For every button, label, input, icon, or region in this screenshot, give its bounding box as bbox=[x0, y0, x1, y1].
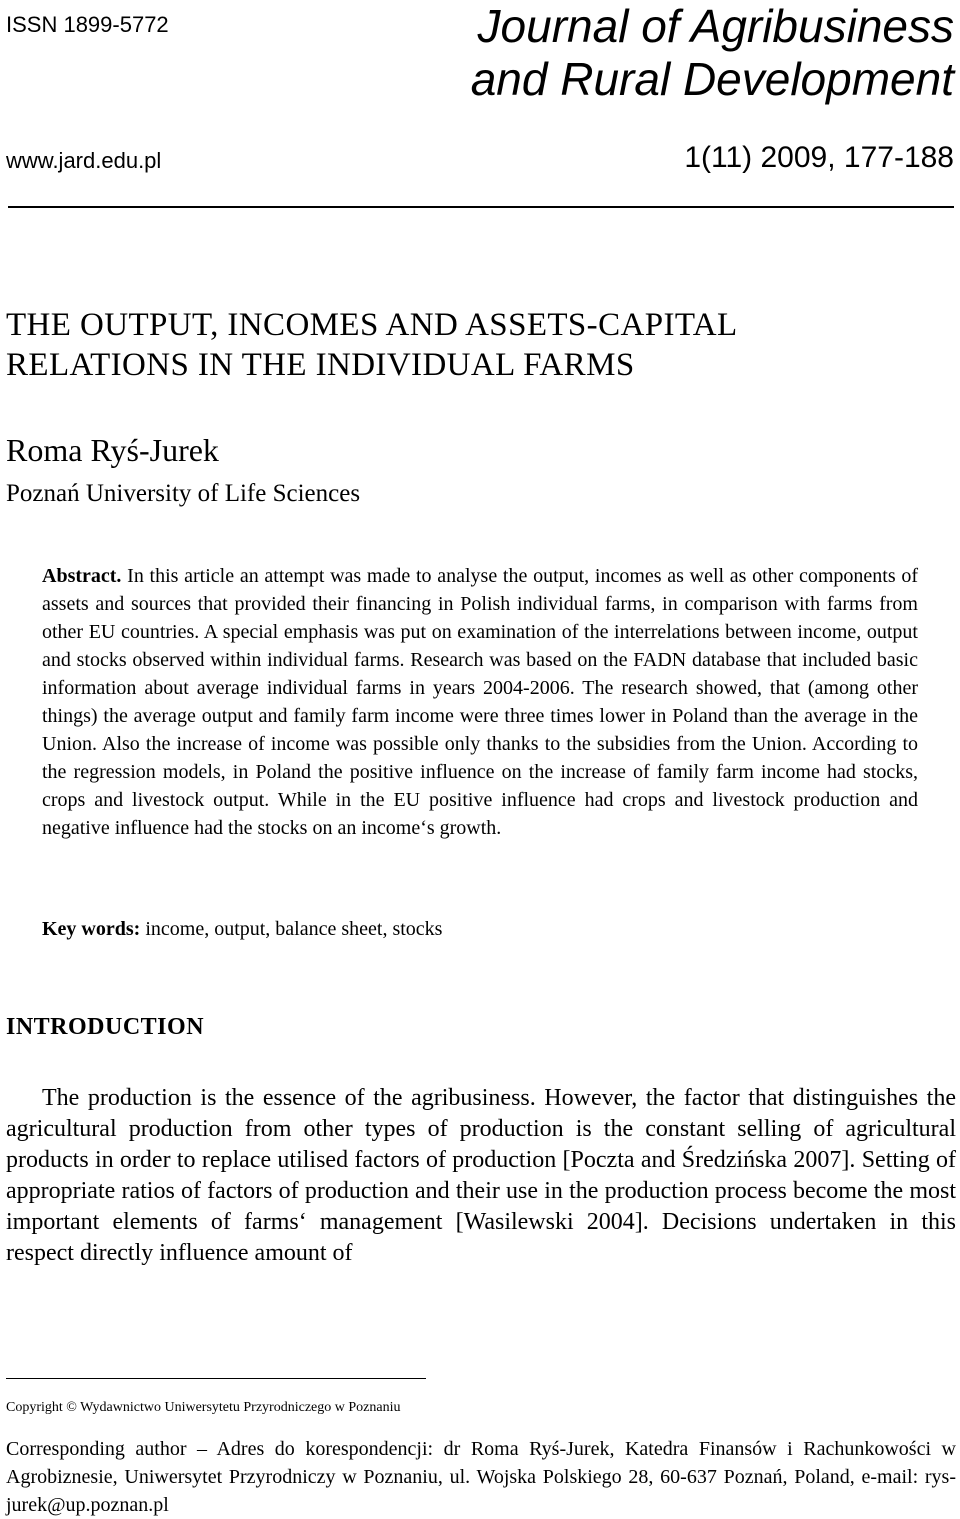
author-affiliation: Poznań University of Life Sciences bbox=[6, 480, 361, 507]
abstract-label: Abstract. bbox=[42, 565, 122, 587]
introduction-text: The production is the essence of the agribusiness. However, the factor that distinguishes the agricultural production from other types of production is the constant selling of agricultural products in order to replace utilised factors of production [Poczta and Średzińska 2007]. Setting of appropriate ratios of factors of production and their use in the production process become the most important elements of farms‘ management [Wasilewski 2004]. Decisions undertaken in this respect directly influence amount of bbox=[6, 1085, 956, 1266]
header-divider bbox=[8, 206, 954, 208]
article-title-line-2: RELATIONS IN THE INDIVIDUAL FARMS bbox=[6, 347, 635, 383]
article-title bbox=[6, 305, 738, 385]
journal-website-link[interactable]: www.jard.edu.pl bbox=[6, 148, 162, 173]
introduction-heading: INTRODUCTION bbox=[6, 1014, 205, 1040]
issn-label: ISSN 1899-5772 bbox=[6, 12, 169, 37]
keywords-text: income, output, balance sheet, stocks bbox=[140, 918, 443, 940]
copyright-notice: Copyright © Wydawnictwo Uniwersytetu Przyrodniczego w Poznaniu bbox=[6, 1400, 401, 1415]
abstract bbox=[42, 562, 918, 842]
journal-title bbox=[471, 0, 954, 106]
abstract-text: In this article an attempt was made to analyse the output, incomes as well as other components of assets and sources that provided their financing in Polish individual farms, in comparison with farms from other EU countries. A special emphasis was put on examination of the interrelations between income, output and stocks observed within individual farms. Research was based on the FADN database that included basic information about average individual farms in years 2004-2006. The research showed, that (among other things) the average output and family farm income were three times lower in Poland than the average in the Union. Also the increase of income was possible only thanks to the subsidies from the Union. According to the regression models, in Poland the positive influence on the increase of family farm income had stocks, crops and livestock output. While in the EU positive influence had crops and livestock production and negative influence had the stocks on an income‘s growth. bbox=[42, 565, 918, 839]
keywords-label: Key words: bbox=[42, 918, 141, 940]
keywords bbox=[42, 918, 442, 941]
article-title-line-1: THE OUTPUT, INCOMES AND ASSETS-CAPITAL bbox=[6, 307, 738, 343]
journal-title-line-2: and Rural Development bbox=[470, 53, 954, 105]
author-name: Roma Ryś-Jurek bbox=[6, 432, 219, 468]
corresponding-author-note: Corresponding author – Adres do korespondencji: dr Roma Ryś-Jurek, Katedra Finansów i Rachunkowości w Agrobiznesie, Uniwersytet Przyrodniczy w Poznaniu, ul. Wojska Polskiego 28, 60-637 Poznań, Poland, e-mail: rys-jurek@up.poznan.pl bbox=[6, 1438, 956, 1516]
footnote-divider bbox=[6, 1378, 426, 1379]
journal-title-line-1: Journal of Agribusiness bbox=[477, 0, 954, 52]
issue-info: 1(11) 2009, 177-188 bbox=[684, 141, 954, 174]
